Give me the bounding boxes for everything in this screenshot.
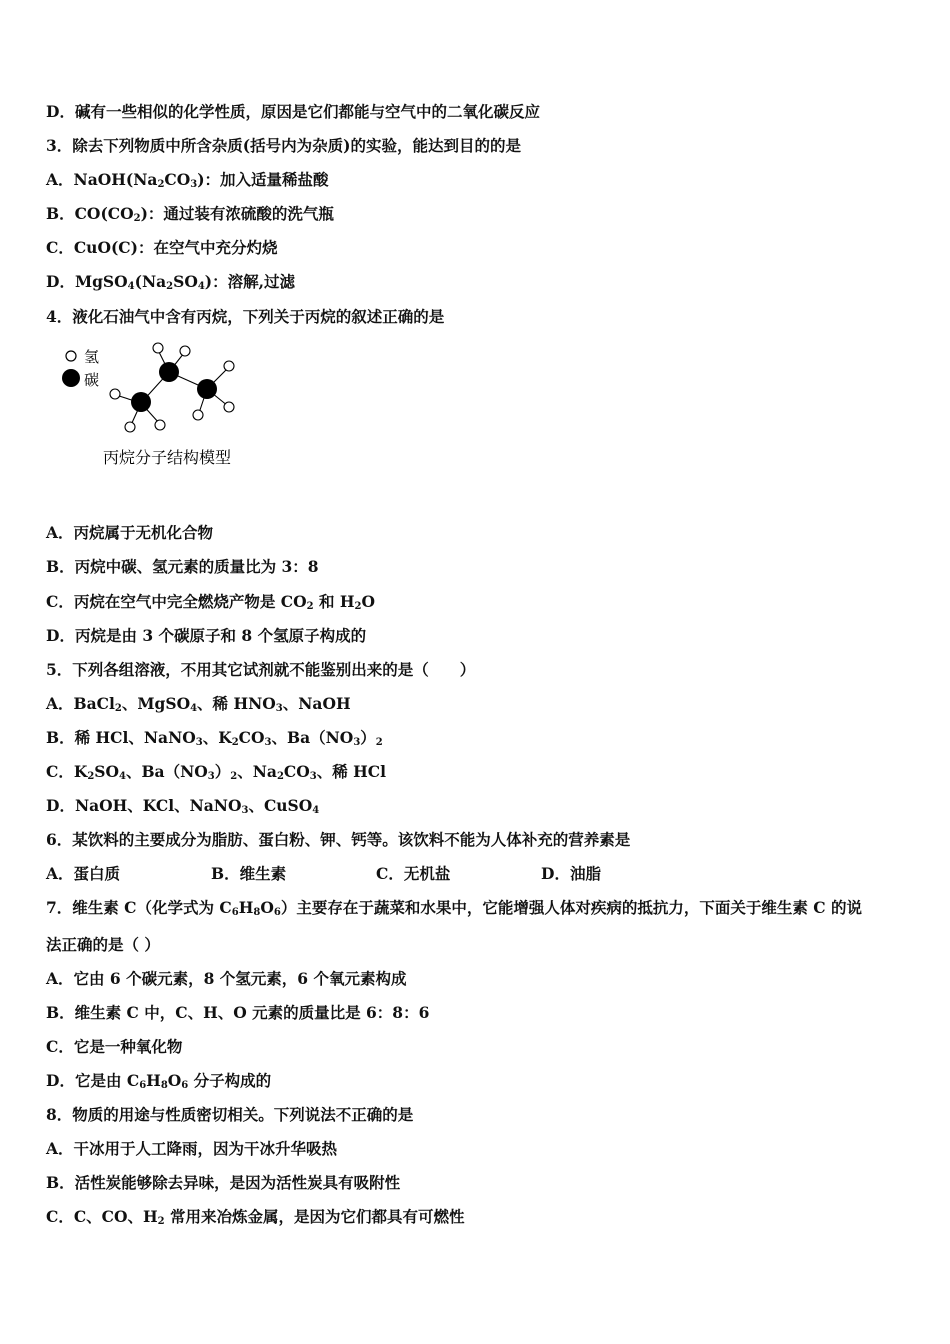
question-4: 4．液化石油气中含有丙烷，下列关于丙烷的叙述正确的是 (46, 307, 445, 326)
carbon-atoms (131, 362, 217, 412)
legend-hydrogen-marker (66, 351, 76, 361)
option-5d: D．NaOH、KCl、NaNO$_3$、CuSO$_4$ (46, 796, 320, 816)
option-6d: D．油脂 (541, 864, 601, 883)
option-4c: C．丙烷在空气中完全燃烧产物是 $CO_2$ 和 $H_2O$ (46, 592, 375, 612)
option-3b: B．$CO(CO_2)$：通过装有浓硫酸的洗气瓶 (46, 204, 334, 224)
question-3: 3．除去下列物质中所含杂质(括号内为杂质)的实验，能达到目的的是 (46, 136, 521, 155)
option-5c: C．$K_2SO_4$、$Ba(NO_3)_2$、$Na_2CO_3$、稀 HCl (46, 762, 387, 782)
option-7c: C．它是一种氧化物 (46, 1037, 183, 1056)
option-8a: A．干冰用于人工降雨，因为干冰升华吸热 (46, 1139, 338, 1158)
option-3d: D．$MgSO_4(Na_2SO_4)$：溶解,过滤 (46, 272, 296, 292)
option-1d: D．碱有一些相似的化学性质，原因是它们都能与空气中的二氧化碳反应 (46, 102, 540, 121)
question-7: 7．维生素 C（化学式为 $C_6H_8O_6$）主要存在于蔬菜和水果中，它能增强人体对疾病的抵抗力，下面关于维生素 C 的说 (46, 898, 862, 918)
question-8: 8．物质的用途与性质密切相关。下列说法不正确的是 (46, 1105, 414, 1124)
option-5b: B．稀 HCl、NaNO$_3$、$K_2CO_3$、$Ba(NO_3)_2$ (46, 728, 383, 748)
option-3a: A．$NaOH(Na_2CO_3)$：加入适量稀盐酸 (46, 170, 329, 190)
option-4b: B．丙烷中碳、氢元素的质量比为 3：8 (46, 557, 319, 576)
option-6b: B．维生素 (211, 864, 287, 883)
question-6: 6．某饮料的主要成分为脂肪、蛋白粉、钾、钙等。该饮料不能为人体补充的营养素是 (46, 830, 631, 849)
legend-carbon-marker (62, 369, 80, 387)
option-8c: C．C、CO、$H_2$ 常用来冶炼金属，是因为它们都具有可燃性 (46, 1207, 465, 1227)
question-7-continued: 法正确的是（ ） (46, 935, 160, 954)
propane-molecule-figure (58, 338, 258, 473)
figure-caption: 丙烷分子结构模型 (103, 448, 232, 467)
option-3c: C．CuO(C)：在空气中充分灼烧 (46, 238, 278, 257)
option-7a: A．它由 6 个碳元素，8 个氢元素，6 个氧元素构成 (46, 969, 407, 988)
legend-hydrogen-label: 氢 (84, 348, 100, 366)
option-7d: D．它是由 $C_6H_8O_6$ 分子构成的 (46, 1071, 272, 1091)
option-6a: A．蛋白质 (46, 864, 121, 883)
option-8b: B．活性炭能够除去异味，是因为活性炭具有吸附性 (46, 1173, 401, 1192)
options-6 (46, 864, 706, 884)
propane-model-diagram (58, 338, 258, 473)
option-6c: C．无机盐 (376, 864, 451, 883)
option-5a: A．BaCl$_2$、MgSO$_4$、稀 $HNO_3$、NaOH (46, 694, 351, 714)
question-5: 5．下列各组溶液，不用其它试剂就不能鉴别出来的是（ ） (46, 660, 476, 679)
option-4a: A．丙烷属于无机化合物 (46, 523, 214, 542)
option-4d: D．丙烷是由 3 个碳原子和 8 个氢原子构成的 (46, 626, 367, 645)
option-7b: B．维生素 C 中，C、H、O 元素的质量比是 6：8：6 (46, 1003, 430, 1022)
legend-carbon-label: 碳 (84, 371, 100, 389)
